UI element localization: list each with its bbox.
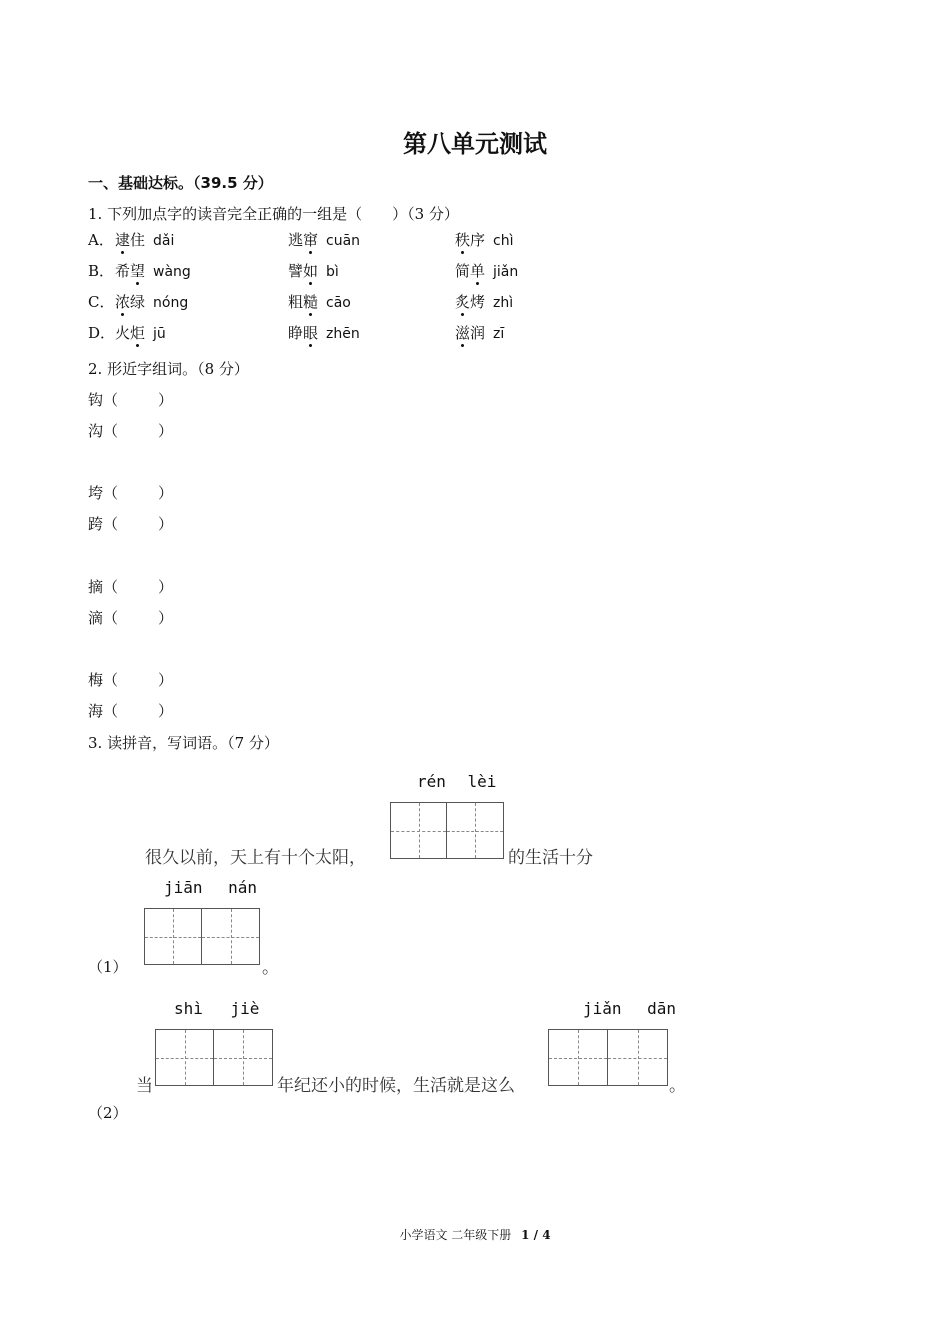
question-3-stem: 3. 读拼音，写词语。（7 分） [88,734,279,752]
option-word: 火炬 jū [115,324,166,342]
footer-text: 小学语文 二年级下册 [399,1228,512,1242]
answer-blank[interactable]: （ ） [103,422,174,440]
option-word: 逃窜 cuān [288,231,361,249]
section-heading: 一、基础达标。（39.5 分） [88,174,273,192]
pinyin: zī [493,326,505,342]
word-group-row [88,389,173,410]
writing-grid-jian-nan[interactable] [144,908,260,965]
page-title: 第八单元测试 [403,130,547,158]
option-word: 滋润 zī [455,324,505,342]
pinyin: wàng [153,264,191,280]
pinyin: cuān [326,233,361,249]
pinyin: dǎi [153,233,175,249]
word-group-row [88,576,173,597]
sentence-2-end: 。 [669,1076,686,1096]
answer-blank[interactable]: （ ） [103,391,174,409]
char: 钩 [88,391,104,409]
pinyin-ren-lei: rén lèi [417,772,497,791]
pinyin: bì [326,264,339,280]
word-group-row [88,700,173,721]
pinyin: jū [153,326,166,342]
answer-blank[interactable]: （ ） [103,671,174,689]
question-1-stem: 1. 下列加点字的读音完全正确的一组是（ ）（3 分） [88,205,459,223]
option-label[interactable]: A． [88,231,114,249]
option-word: 希望 wàng [115,262,191,280]
answer-blank[interactable]: （ ） [103,609,174,627]
word-group-row [88,482,173,503]
option-word: 秩序 chì [455,231,514,249]
word-group-row [88,420,173,441]
option-label[interactable]: C． [88,293,115,311]
char: 海 [88,702,104,720]
word-group-row [88,513,173,534]
pinyin-jian-nan: jiān nán [164,878,258,897]
option-word: 譬如 bì [288,262,339,280]
sentence-2-start: 当 [136,1076,153,1096]
char: 沟 [88,422,104,440]
option-word: 粗糙 cāo [288,293,351,311]
answer-blank[interactable]: （ ） [103,484,174,502]
item-label-2: （2） [88,1104,128,1122]
char: 垮 [88,484,104,502]
writing-grid-jian-dan[interactable] [548,1029,668,1086]
item-label-1: （1） [88,958,128,976]
sentence-1-part-1: 很久以前，天上有十个太阳， [145,848,366,868]
char: 摘 [88,578,104,596]
option-label[interactable]: D． [88,324,116,342]
page-footer [0,1226,950,1243]
answer-blank[interactable]: （ ） [103,702,174,720]
pinyin: zhēn [326,326,360,342]
answer-blank[interactable]: （ ） [103,578,174,596]
option-label[interactable]: B． [88,262,115,280]
pinyin: chì [493,233,514,249]
pinyin-jian-dan: jiǎn dān [583,999,677,1018]
pinyin: zhì [493,295,514,311]
writing-grid-shi-jie[interactable] [155,1029,273,1086]
word-group-row [88,607,173,628]
pinyin: cāo [326,295,351,311]
option-word: 简单 jiǎn [455,262,519,280]
pinyin: jiǎn [493,264,519,280]
page-number: 1 / 4 [521,1228,551,1242]
answer-blank[interactable]: （ ） [103,515,174,533]
char: 滴 [88,609,104,627]
option-word: 浓绿 nóng [115,293,189,311]
pinyin-shi-jie: shì jiè [174,999,260,1018]
char: 跨 [88,515,104,533]
question-2-stem: 2. 形近字组词。（8 分） [88,360,249,378]
sentence-1-end: 。 [262,958,279,978]
sentence-2-middle: 年纪还小的时候，生活就是这么 [277,1076,515,1096]
option-word: 炙烤 zhì [455,293,514,311]
option-word: 逮住 dǎi [115,231,175,249]
writing-grid-ren-lei[interactable] [390,802,504,859]
word-group-row [88,669,173,690]
option-word: 睁眼 zhēn [288,324,360,342]
pinyin: nóng [153,295,189,311]
sentence-1-part-2: 的生活十分 [508,848,593,868]
char: 梅 [88,671,104,689]
